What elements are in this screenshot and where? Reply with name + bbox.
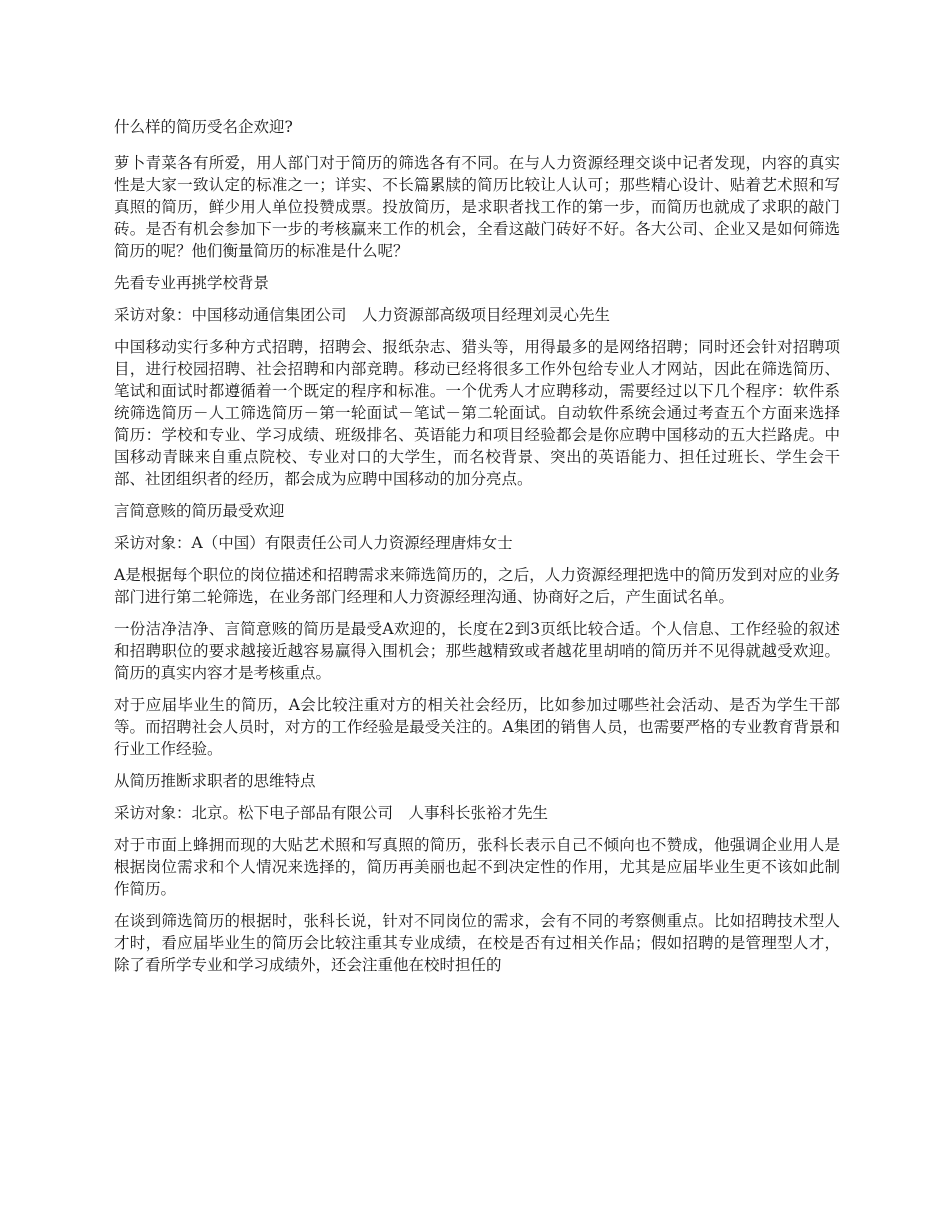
body-paragraph: 一份洁净洁净、言简意赅的简历是最受A欢迎的，长度在2到3页纸比较合适。个人信息、工作经验的叙述和招聘职位的要求越接近越容易赢得入围机会；那些越精致或者越花里胡哨的简历并不见得就越受欢迎。简历的真实内容才是考核重点。 xyxy=(114,620,840,682)
body-paragraph: 在谈到筛选简历的根据时，张科长说，针对不同岗位的需求，会有不同的考察侧重点。比如招聘技术型人才时，看应届毕业生的简历会比较注重其专业成绩，在校是否有过相关作品；假如招聘的是管理型人才，除了看所学专业和学习成绩外，还会注重他在校时担任的 xyxy=(114,912,840,974)
section-heading: 先看专业再挑学校背景 xyxy=(114,274,270,292)
interviewee-line: 采访对象：中国移动通信集团公司 人力资源部高级项目经理刘灵心先生 xyxy=(114,306,611,324)
interviewee-line: 采访对象：北京。松下电子部品有限公司 人事科长张裕才先生 xyxy=(114,804,549,822)
body-paragraph: 对于应届毕业生的简历，A会比较注重对方的相关社会经历，比如参加过哪些社会活动、是否为学生干部等。而招聘社会人员时，对方的工作经验是最受关注的。A集团的销售人员，也需要严格的专业教育背景和行业工作经验。 xyxy=(114,696,840,758)
article-title: 什么样的简历受名企欢迎? xyxy=(114,118,293,136)
section-heading: 言简意赅的简历最受欢迎 xyxy=(114,502,285,520)
intro-paragraph: 萝卜青菜各有所爱，用人部门对于简历的筛选各有不同。在与人力资源经理交谈中记者发现，内容的真实性是大家一致认定的标准之一；详实、不长篇累牍的简历比较让人认可；那些精心设计、贴着艺术照和写真照的简历，鲜少用人单位投赞成票。投放简历，是求职者找工作的第一步，而简历也就成了求职的敲门砖。是否有机会参加下一步的考核赢来工作的机会，全看这敲门砖好不好。各大公司、企业又是如何筛选简历的呢？他们衡量简历的标准是什么呢？ xyxy=(114,154,840,260)
body-paragraph: A是根据每个职位的岗位描述和招聘需求来筛选简历的，之后，人力资源经理把选中的简历发到对应的业务部门进行第二轮筛选，在业务部门经理和人力资源经理沟通、协商好之后，产生面试名单。 xyxy=(114,566,840,606)
body-paragraph: 对于市面上蜂拥而现的大贴艺术照和写真照的简历，张科长表示自己不倾向也不赞成，他强调企业用人是根据岗位需求和个人情况来选择的，简历再美丽也起不到决定性的作用，尤其是应届毕业生更不该如此制作简历。 xyxy=(114,836,840,898)
document-body xyxy=(114,116,840,986)
section-heading: 从简历推断求职者的思维特点 xyxy=(114,772,316,790)
body-paragraph: 中国移动实行多种方式招聘，招聘会、报纸杂志、猎头等，用得最多的是网络招聘；同时还会针对招聘项目，进行校园招聘、社会招聘和内部竞聘。移动已经将很多工作外包给专业人才网站，因此在筛选简历、笔试和面试时都遵循着一个既定的程序和标准。一个优秀人才应聘移动，需要经过以下几个程序：软件系统筛选简历－人工筛选简历－第一轮面试－笔试－第二轮面试。自动软件系统会通过考查五个方面来选择简历：学校和专业、学习成绩、班级排名、英语能力和项目经验都会是你应聘中国移动的五大拦路虎。中国移动青睐来自重点院校、专业对口的大学生，而名校背景、突出的英语能力、担任过班长、学生会干部、社团组织者的经历，都会成为应聘中国移动的加分亮点。 xyxy=(114,338,840,488)
interviewee-line: 采访对象：A（中国）有限责任公司人力资源经理唐炜女士 xyxy=(114,534,513,552)
